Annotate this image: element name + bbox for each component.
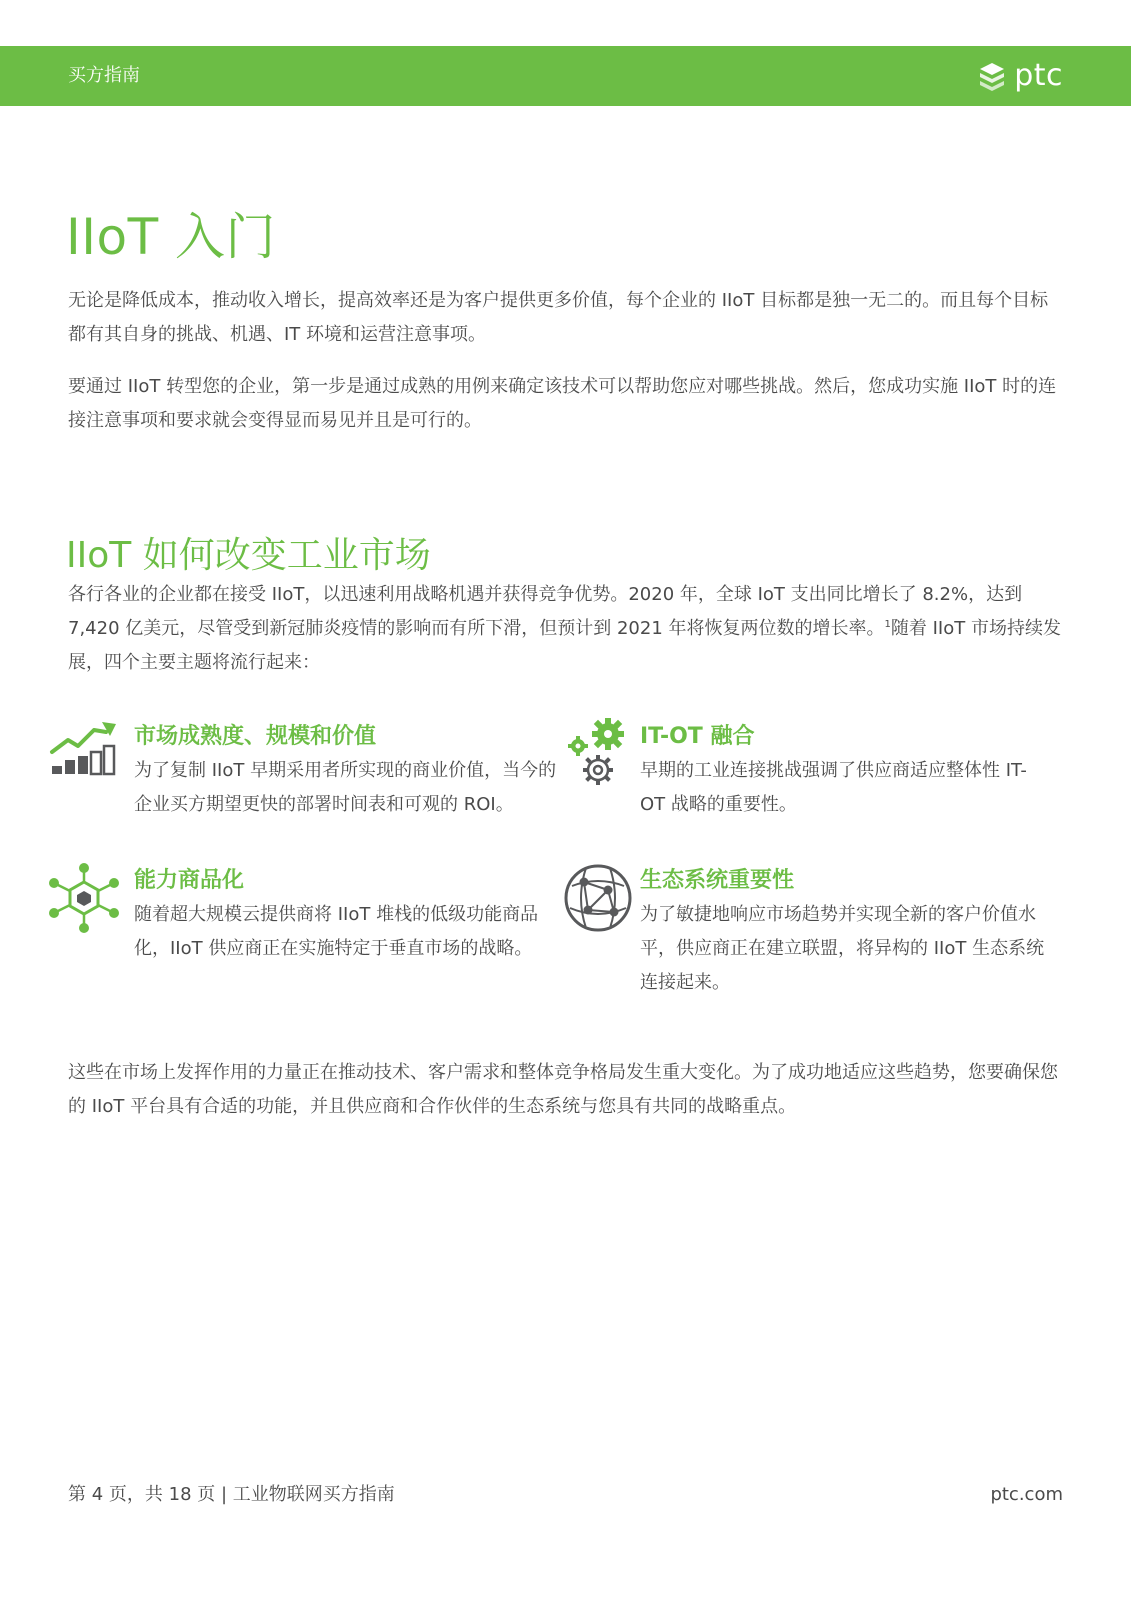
footnote-mark[interactable]: 1 bbox=[884, 619, 891, 630]
feature-description: 为了复制 IIoT 早期采用者所实现的商业价值，当今的企业买方期望更快的部署时间表和可观的 ROI。 bbox=[134, 760, 557, 815]
feature-description: 早期的工业连接挑战强调了供应商适应整体性 IT-OT 战略的重要性。 bbox=[640, 760, 1027, 815]
growth-chart-icon bbox=[48, 718, 120, 778]
feature-title: IT-OT 融合 bbox=[640, 724, 755, 749]
globe-network-icon bbox=[562, 862, 634, 934]
ptc-logo[interactable] bbox=[978, 46, 1063, 106]
feature-title: 市场成熟度、规模和价值 bbox=[134, 724, 377, 749]
feature-title: 能力商品化 bbox=[134, 868, 245, 893]
feature-description: 为了敏捷地响应市场趋势并实现全新的客户价值水平，供应商正在建立联盟，将异构的 IIoT 生态系统连接起来。 bbox=[640, 904, 1045, 993]
ptc-logo-icon bbox=[978, 61, 1006, 91]
gears-icon bbox=[568, 718, 632, 788]
intro-paragraph-2: 要通过 IIoT 转型您的企业，第一步是通过成熟的用例来确定该技术可以帮助您应对哪些挑战。然后，您成功实施 IIoT 时的连接注意事项和要求就会变得显而易见并且是可行的。 bbox=[68, 376, 1057, 431]
hub-network-icon bbox=[48, 862, 120, 934]
closing-paragraph: 这些在市场上发挥作用的力量正在推动技术、客户需求和整体竞争格局发生重大变化。为了成功地适应这些趋势，您要确保您的 IIoT 平台具有合适的功能，并且供应商和合作伙伴的生态系统与您具有共同的战略重点。 bbox=[68, 1062, 1058, 1117]
section-paragraph bbox=[68, 578, 1063, 680]
footer-site-link[interactable]: ptc.com bbox=[990, 1484, 1063, 1505]
header-label: 买方指南 bbox=[68, 65, 140, 86]
feature-title: 生态系统重要性 bbox=[640, 868, 795, 893]
intro-paragraph-1: 无论是降低成本，推动收入增长，提高效率还是为客户提供更多价值，每个企业的 IIoT 目标都是独一无二的。而且每个目标都有其自身的挑战、机遇、IT 环境和运营注意事项。 bbox=[68, 290, 1049, 345]
feature-description: 随着超大规模云提供商将 IIoT 堆栈的低级功能商品化，IIoT 供应商正在实施特定于垂直市场的战略。 bbox=[134, 904, 539, 959]
ptc-logo-text: ptc bbox=[1014, 58, 1063, 93]
footer-page-info: 第 4 页，共 18 页 | 工业物联网买方指南 bbox=[68, 1484, 395, 1505]
header-bar bbox=[0, 46, 1131, 106]
section-paragraph-text: 各行各业的企业都在接受 IIoT，以迅速利用战略机遇并获得竞争优势。2020 年，全球 IoT 支出同比增长了 8.2%，达到 7,420 亿美元，尽管受到新冠肺炎疫情的影响而有所下滑，但预计到 2021 年将恢复两位数的增长率。 bbox=[68, 584, 1023, 639]
section-title: IIoT 如何改变工业市场 bbox=[66, 535, 431, 576]
section-paragraph-text-cont: 随着 IIoT 市场持续发展，四个主要主题将流行起来： bbox=[68, 618, 1061, 673]
page-title: IIoT 入门 bbox=[66, 208, 277, 266]
